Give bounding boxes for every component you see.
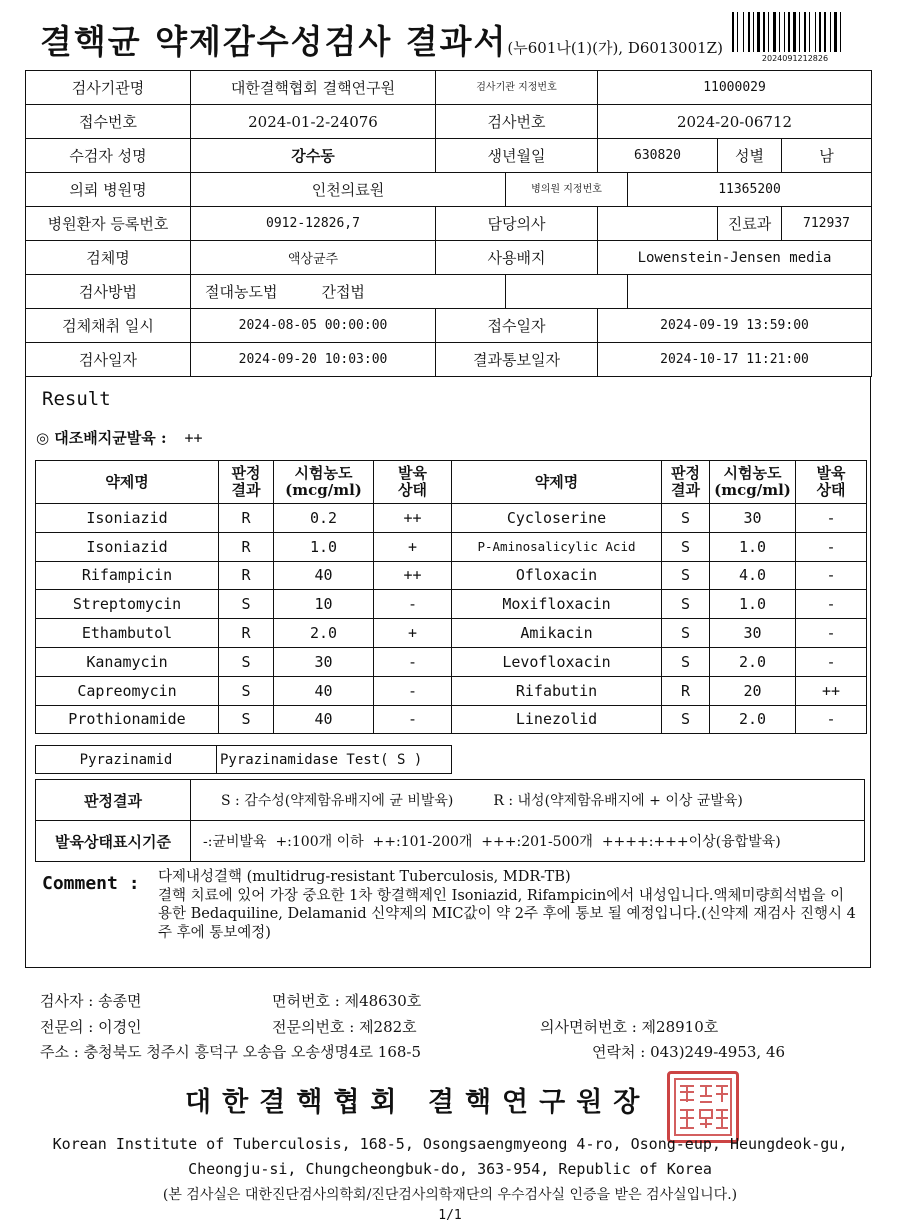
growth: ++: [374, 504, 452, 533]
institution-code-value: 11000029: [598, 71, 872, 105]
barcode-bar: [779, 12, 780, 52]
barcode-bar: [745, 12, 747, 52]
pza-label: Pyrazinamid: [36, 746, 217, 774]
notify-label: 결과통보일자: [436, 343, 598, 377]
barcode-bar: [786, 12, 787, 52]
barcode-bar: [834, 12, 837, 52]
barcode-bar: [797, 12, 798, 52]
barcode-bar: [822, 12, 823, 52]
address-line: 주소 : 충청북도 청주시 흥덕구 오송읍 오송생명4로 168-5: [40, 1043, 422, 1061]
drug-name: Prothionamide: [36, 705, 219, 734]
judgement: R: [662, 676, 710, 705]
growth: +: [374, 532, 452, 561]
specialist-line: 전문의 : 이경인: [40, 1018, 142, 1036]
barcode-bar: [788, 12, 790, 52]
drug-name: Linezolid: [452, 705, 662, 734]
susceptible-definition: S : 감수성(약제함유배지에 균 비발육): [221, 793, 454, 809]
control-growth-label: ◎ 대조배지균발육 :: [36, 429, 167, 447]
institution-label: 검사기관명: [26, 71, 191, 105]
concentration: 1.0: [710, 532, 796, 561]
medium-label: 사용배지: [436, 241, 598, 275]
table-row: [36, 705, 867, 734]
notify-value: 2024-10-17 11:21:00: [598, 343, 872, 377]
dept-label: 진료과: [718, 207, 782, 241]
receipt-date-label: 접수일자: [436, 309, 598, 343]
method-blank-2: [628, 275, 872, 309]
barcode-bar: [801, 12, 803, 52]
barcode-bar: [757, 12, 760, 52]
barcode-bar: [753, 12, 754, 52]
barcode-bar: [791, 12, 792, 52]
comment-text: 다제내성결핵 (multidrug-resistant Tuberculosis, MDR-TB) 결핵 치료에 있어 가장 중요한 1차 항결핵제인 Isoniazid, Rifampicin에서 내성입니다.액체미량희석법을 이용한 Bedaquiline, Delamanid 신약제의 MIC값이 약 2주 후에 통보 될 예정입니다.(신약제 재검사 진행시 4주 후에 통보예정): [158, 869, 856, 941]
doctor-license-line: 의사면허번호 : 제28910호: [540, 1018, 719, 1036]
header-drug-right: 약제명: [452, 461, 662, 504]
growth: -: [374, 705, 452, 734]
header-judgement-left: 판정 결과: [219, 461, 274, 504]
patient-reg-value: 0912-12826,7: [191, 207, 436, 241]
pza-table: [35, 745, 452, 774]
judgement: S: [219, 705, 274, 734]
test-date-value: 2024-09-20 10:03:00: [191, 343, 436, 377]
concentration: 2.0: [710, 647, 796, 676]
concentration: 2.0: [274, 619, 374, 648]
drug-name: Isoniazid: [36, 504, 219, 533]
drug-name: Moxifloxacin: [452, 590, 662, 619]
table-row: [36, 619, 867, 648]
barcode-bar: [755, 12, 756, 52]
table-row: [36, 590, 867, 619]
header-growth-left: 발육 상태: [374, 461, 452, 504]
judgement: S: [662, 619, 710, 648]
method-label: 검사방법: [26, 275, 191, 309]
institute-name-korean: 대한결핵협회 결핵연구원장: [185, 1087, 651, 1118]
growth: -: [796, 705, 867, 734]
header-drug-left: 약제명: [36, 461, 219, 504]
barcode-bar: [838, 12, 839, 52]
medium-value: Lowenstein-Jensen media: [598, 241, 872, 275]
table-row: [36, 676, 867, 705]
barcode-bar: [739, 12, 742, 52]
drug-name: Rifabutin: [452, 676, 662, 705]
specialist-number: 제282호: [359, 1018, 417, 1036]
barcode-bar: [819, 12, 821, 52]
pza-value: Pyrazinamidase Test( S ): [217, 746, 452, 774]
barcode-bar: [761, 12, 762, 52]
specimen-label: 검체명: [26, 241, 191, 275]
barcode-bar: [768, 12, 769, 52]
header-judgement-right: 판정 결과: [662, 461, 710, 504]
concentration: 40: [274, 676, 374, 705]
barcode-bar: [824, 12, 826, 52]
table-row: [36, 561, 867, 590]
barcode-bar: [815, 12, 816, 52]
barcode-bar: [748, 12, 750, 52]
table-row: [36, 532, 867, 561]
judgement: S: [219, 676, 274, 705]
dept-value: 712937: [782, 207, 872, 241]
growth: -: [796, 590, 867, 619]
form-code: (누601나(1)(가), D6013001Z): [507, 39, 723, 57]
judgement: S: [662, 647, 710, 676]
control-growth: [36, 427, 203, 448]
growth: -: [796, 619, 867, 648]
growth: -: [374, 676, 452, 705]
barcode-bar: [809, 12, 810, 52]
result-label: Result: [42, 388, 111, 410]
contact-line: 연락처 : 043)249-4953, 46: [592, 1043, 786, 1061]
institution-value: 대한결핵협회 결핵연구원: [191, 71, 436, 105]
judgement: R: [219, 532, 274, 561]
barcode-bar: [737, 12, 738, 52]
concentration: 0.2: [274, 504, 374, 533]
patient-name-value: 강수동: [191, 139, 436, 173]
doctor-label: 담당의사: [436, 207, 598, 241]
sex-label: 성별: [718, 139, 782, 173]
growth: -: [796, 561, 867, 590]
patient-reg-label: 병원환자 등록번호: [26, 207, 191, 241]
report-title: 결핵균 약제감수성검사 결과서(누601나(1)(가), D6013001Z): [40, 22, 723, 61]
address: 충청북도 청주시 흥덕구 오송읍 오송생명4로 168-5: [83, 1043, 422, 1061]
judgement: R: [219, 561, 274, 590]
specimen-value: 액상균주: [191, 241, 436, 275]
institution-code-label: 검사기관 지정번호: [436, 71, 598, 105]
drug-name: Isoniazid: [36, 532, 219, 561]
judgement-legend-label: 판정결과: [36, 780, 191, 821]
institute-address-en-2: Cheongju-si, Chungcheongbuk-do, 363-954, Republic of Korea: [188, 1160, 712, 1178]
barcode-bar: [827, 12, 829, 52]
barcode-number: 2024091212826: [761, 54, 829, 63]
dob-label: 생년월일: [436, 139, 598, 173]
table-row: [36, 647, 867, 676]
drug-name: Rifampicin: [36, 561, 219, 590]
method-2: 간접법: [321, 283, 365, 301]
test-date-label: 검사일자: [26, 343, 191, 377]
barcode-bar: [773, 12, 776, 52]
receipt-no-value: 2024-01-2-24076: [191, 105, 436, 139]
barcode-bar: [781, 12, 783, 52]
license-number: 제48630호: [344, 992, 422, 1010]
doctor-value: [598, 207, 718, 241]
hospital-value: 인천의료원: [191, 173, 506, 207]
drug-name: P-Aminosalicylic Acid: [452, 532, 662, 561]
specialist-no-line: 전문의번호 : 제282호: [272, 1018, 417, 1036]
barcode-bar: [830, 12, 831, 52]
barcode-bar: [817, 12, 818, 52]
judgement: S: [219, 647, 274, 676]
judgement: S: [662, 590, 710, 619]
growth: -: [374, 647, 452, 676]
growth: -: [796, 647, 867, 676]
concentration: 2.0: [710, 705, 796, 734]
concentration: 30: [710, 619, 796, 648]
concentration: 10: [274, 590, 374, 619]
judgement: S: [219, 590, 274, 619]
collect-value: 2024-08-05 00:00:00: [191, 309, 436, 343]
barcode-bar: [832, 12, 833, 52]
official-seal-stamp: [667, 1071, 739, 1143]
barcode-bar: [770, 12, 772, 52]
license-line: 면허번호 : 제48630호: [272, 992, 422, 1010]
comment-label: Comment :: [42, 873, 140, 894]
contact: 043)249-4953, 46: [650, 1043, 786, 1061]
specialist: 이경인: [98, 1018, 142, 1036]
growth: -: [796, 532, 867, 561]
receipt-date-value: 2024-09-19 13:59:00: [598, 309, 872, 343]
growth: -: [796, 504, 867, 533]
table-row: [36, 504, 867, 533]
header-growth-right: 발육 상태: [796, 461, 867, 504]
barcode-bar: [763, 12, 765, 52]
barcode-bar: [811, 12, 814, 52]
test-no-value: 2024-20-06712: [598, 105, 872, 139]
concentration: 30: [274, 647, 374, 676]
receipt-no-label: 접수번호: [26, 105, 191, 139]
barcode-bar: [842, 12, 844, 52]
method-blank-1: [506, 275, 628, 309]
control-growth-value: ++: [184, 429, 203, 447]
concentration: 20: [710, 676, 796, 705]
growth: ++: [374, 561, 452, 590]
growth-legend-label: 발육상태표시기준: [36, 821, 191, 862]
drug-name: Ofloxacin: [452, 561, 662, 590]
certification-note: (본 검사실은 대한진단검사의학회/진단검사의학재단의 우수검사실 인증을 받은 검사실입니다.): [162, 1187, 738, 1203]
drug-name: Amikacin: [452, 619, 662, 648]
method-1: 절대농도법: [205, 283, 278, 301]
collect-label: 검체채취 일시: [26, 309, 191, 343]
concentration: 40: [274, 561, 374, 590]
barcode-bar: [784, 12, 785, 52]
barcode-bar: [804, 12, 806, 52]
resistant-definition: R : 내성(약제함유배지에 + 이상 균발육): [493, 793, 743, 809]
drug-name: Kanamycin: [36, 647, 219, 676]
growth: ++: [796, 676, 867, 705]
drug-name: Capreomycin: [36, 676, 219, 705]
drug-name: Ethambutol: [36, 619, 219, 648]
barcode-bar: [799, 12, 800, 52]
sex-value: 남: [782, 139, 872, 173]
patient-name-label: 수검자 성명: [26, 139, 191, 173]
test-no-label: 검사번호: [436, 105, 598, 139]
examiner: 송종면: [98, 992, 142, 1010]
header-conc-right: 시험농도 (mcg/ml): [710, 461, 796, 504]
barcode: [732, 12, 858, 52]
drug-table: [35, 460, 867, 734]
judgement-legend: [191, 780, 865, 821]
growth: +: [374, 619, 452, 648]
barcode-bar: [732, 12, 734, 52]
doctor-license-number: 제28910호: [641, 1018, 719, 1036]
hospital-label: 의뢰 병원명: [26, 173, 191, 207]
drug-name: Cycloserine: [452, 504, 662, 533]
dob-value: 630820: [598, 139, 718, 173]
concentration: 40: [274, 705, 374, 734]
barcode-bar: [751, 12, 752, 52]
drug-name: Levofloxacin: [452, 647, 662, 676]
concentration: 4.0: [710, 561, 796, 590]
header-conc-left: 시험농도 (mcg/ml): [274, 461, 374, 504]
barcode-bar: [807, 12, 808, 52]
concentration: 30: [710, 504, 796, 533]
legend-table: [35, 779, 865, 862]
hospital-code-value: 11365200: [628, 173, 872, 207]
concentration: 1.0: [710, 590, 796, 619]
barcode-bar: [735, 12, 736, 52]
method-value: [191, 275, 506, 309]
barcode-bar: [777, 12, 778, 52]
hospital-code-label: 병의원 지정번호: [506, 173, 628, 207]
barcode-bar: [766, 12, 767, 52]
examiner-line: 검사자 : 송종면: [40, 992, 142, 1010]
institute-address-en-1: Korean Institute of Tuberculosis, 168-5, Osongsaengmyeong 4-ro, Osong-eup, Heungdeok-gu,: [52, 1135, 848, 1153]
judgement: S: [662, 504, 710, 533]
judgement: R: [219, 504, 274, 533]
concentration: 1.0: [274, 532, 374, 561]
barcode-bar: [840, 12, 841, 52]
judgement: R: [219, 619, 274, 648]
barcode-bar: [793, 12, 796, 52]
growth: -: [374, 590, 452, 619]
drug-name: Streptomycin: [36, 590, 219, 619]
barcode-bar: [743, 12, 744, 52]
judgement: S: [662, 561, 710, 590]
info-table: [25, 70, 872, 377]
growth-legend: -:균비발육 +:100개 이하 ++:101-200개 +++:201-500개 ++++:+++이상(융합발육): [191, 821, 865, 862]
judgement: S: [662, 532, 710, 561]
judgement: S: [662, 705, 710, 734]
page-number: 1/1: [438, 1208, 462, 1223]
